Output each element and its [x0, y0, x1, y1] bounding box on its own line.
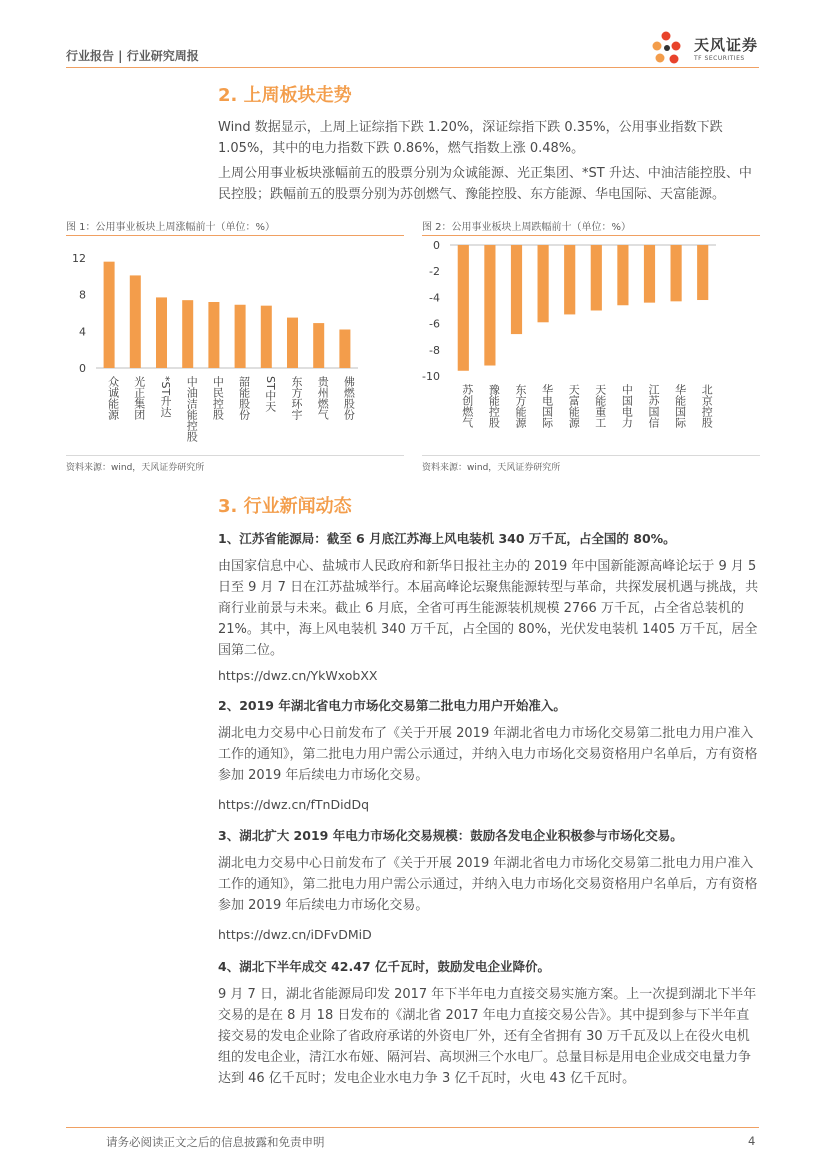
figure1-source: 资料来源：wind，天风证券研究所 [66, 463, 205, 473]
bar-8 [644, 245, 655, 303]
news-link-3[interactable]: https://dwz.cn/iDFvDMiD [218, 927, 372, 942]
figure2-source: 资料来源：wind，天风证券研究所 [422, 463, 561, 473]
y-tick-label: 8 [79, 288, 86, 302]
bar-10 [339, 330, 350, 369]
figure2-source-divider [422, 455, 760, 456]
news-link-2[interactable]: https://dwz.cn/fTnDidDq [218, 797, 370, 812]
category-label: 天富能源 [567, 384, 581, 428]
news-headline-1: 1、江苏省能源局：截至 6 月底江苏海上风电装机 340 万千瓦，占全国的 80%。 [218, 531, 676, 546]
news-headline-4: 4、湖北下半年成交 42.47 亿千瓦时，鼓励发电企业降价。 [218, 959, 550, 974]
bar-1 [104, 262, 115, 368]
figure1-title-divider [66, 235, 404, 236]
news-headline-2: 2、2019 年湖北省电力市场化交易第二批电力用户开始准入。 [218, 698, 566, 713]
y-tick-label: 4 [79, 325, 86, 339]
category-label: 东方能源 [514, 384, 527, 428]
section2-para1: Wind 数据显示，上周上证综指下跌 1.20%，深证综指下跌 0.35%，公用事业指数下跌 1.05%，其中的电力指数下跌 0.86%，燃气指数上涨 0.48%。 [218, 120, 723, 156]
bar-10 [697, 245, 708, 300]
brand-name: 天风证券 [694, 36, 759, 54]
y-tick-label: 12 [72, 252, 86, 265]
report-type-label: 行业报告 | 行业研究周报 [66, 49, 199, 63]
y-tick-label: -4 [429, 291, 440, 305]
y-tick-label: 0 [79, 362, 86, 375]
bar-2 [484, 245, 495, 366]
brand-sub: TF SECURITIES [694, 55, 745, 62]
category-label: 众诚能源 [106, 376, 120, 420]
figure1-chart [66, 240, 406, 454]
category-label: ST中天 [263, 376, 277, 412]
page-number: 4 [748, 1134, 756, 1148]
category-label: 中民控股 [211, 376, 225, 420]
category-label: 北京控股 [700, 384, 714, 428]
section2-para2: 上周公用事业板块涨幅前五的股票分别为众诚能源、光正集团、*ST 升达、中油洁能控股、中民控股；跌幅前五的股票分别为苏创燃气、豫能控股、东方能源、华电国际、天富能源。 [218, 166, 752, 202]
category-label: 华电国际 [540, 384, 554, 428]
bar-3 [156, 297, 167, 368]
figure1-title: 图 1：公用事业板块上周涨幅前十（单位：%） [66, 222, 276, 233]
news-body-3: 湖北电力交易中心日前发布了《关于开展 2019 年湖北省电力市场化交易第二批电力用户准入工作的通知》，第二批电力用户需公示通过，并纳入电力市场化交易资格用户名单后，方有资格参加 2019 年后续电力市场化交易。 [218, 856, 758, 913]
bar-7 [261, 306, 272, 368]
figure2-title: 图 2：公用事业板块上周跌幅前十（单位：%） [422, 222, 632, 233]
bar-5 [208, 302, 219, 368]
bar-8 [287, 318, 298, 368]
bar-9 [313, 323, 324, 368]
category-label: 江苏国信 [647, 384, 660, 428]
figure1-source-divider [66, 455, 404, 456]
news-headline-3: 3、湖北扩大 2019 年电力市场化交易规模：鼓励各发电企业积极参与市场化交易。 [218, 828, 683, 843]
news-body-1: 由国家信息中心、盐城市人民政府和新华日报社主办的 2019 年中国新能源高峰论坛于 9 月 5 日至 9 月 7 日在江苏盐城举行。本届高峰论坛聚焦能源转型与革命，共探发展机遇与挑战，共商行业前景与未来。截止 6 月底，全省可再生能源装机规模 2766 万千瓦，占全省总装机的 21%。其中，海上风电装机 340 万千瓦，占全国的 80%，光伏发电装机 1405 万千瓦，居全国第二位。 [218, 559, 759, 658]
category-label: 华能国际 [673, 384, 687, 428]
bar-6 [235, 305, 246, 368]
y-tick-label: 0 [433, 239, 440, 252]
category-label: 东方环宇 [290, 376, 303, 420]
y-tick-label: -2 [429, 265, 440, 279]
y-tick-label: -6 [429, 317, 440, 331]
news-body-2: 湖北电力交易中心日前发布了《关于开展 2019 年湖北省电力市场化交易第二批电力用户准入工作的通知》，第二批电力用户需公示通过，并纳入电力市场化交易资格用户名单后，方有资格参加 2019 年后续电力市场化交易。 [218, 726, 758, 783]
figure2-chart [422, 236, 762, 454]
category-label: 中油洁能控股 [185, 376, 199, 442]
category-label: 贵州燃气 [316, 376, 330, 420]
category-label: *ST升达 [159, 376, 172, 418]
bar-1 [458, 245, 469, 371]
bar-7 [617, 245, 628, 305]
footer-disclaimer: 请务必阅读正文之后的信息披露和免责申明 [106, 1135, 325, 1149]
brand-logo-icon [648, 28, 692, 72]
category-label: 中国电力 [620, 384, 634, 428]
category-label: 光正集团 [132, 376, 146, 420]
bar-4 [538, 245, 549, 322]
category-label: 天能重工 [593, 384, 607, 428]
category-label: 豫能控股 [487, 384, 501, 428]
news-link-1[interactable]: https://dwz.cn/YkWxobXX [218, 668, 378, 683]
category-label: 韶能股份 [237, 376, 251, 420]
bar-3 [511, 245, 522, 334]
header-divider [66, 67, 759, 68]
bar-6 [591, 245, 602, 311]
bar-4 [182, 300, 193, 368]
category-label: 佛燃股份 [342, 376, 356, 420]
bar-9 [671, 245, 682, 301]
section2-title: 2. 上周板块走势 [218, 85, 352, 106]
bar-5 [564, 245, 575, 314]
bar-2 [130, 275, 141, 368]
section3-title: 3. 行业新闻动态 [218, 496, 352, 517]
y-tick-label: -8 [429, 343, 440, 357]
y-tick-label: -10 [422, 370, 440, 383]
news-body-4: 9 月 7 日，湖北省能源局印发 2017 年下半年电力直接交易实施方案。上一次提到湖北下半年交易的是在 8 月 18 日发布的《湖北省 2017 年电力直接交易公告》。其中提到参与下半年直接交易的发电企业除了省政府承诺的外资电厂外，还有全省拥有 30 万千瓦及以上在役火电机组的发电企业，清江水布娅、隔河岩、高坝洲三个水电厂。总量目标是用电企业成交电量力争达到 46 亿千瓦时；发电企业水电力争 3 亿千瓦时，火电 43 亿千瓦时。 [218, 987, 757, 1086]
category-label: 苏创燃气 [460, 384, 474, 428]
footer-divider [66, 1127, 759, 1128]
